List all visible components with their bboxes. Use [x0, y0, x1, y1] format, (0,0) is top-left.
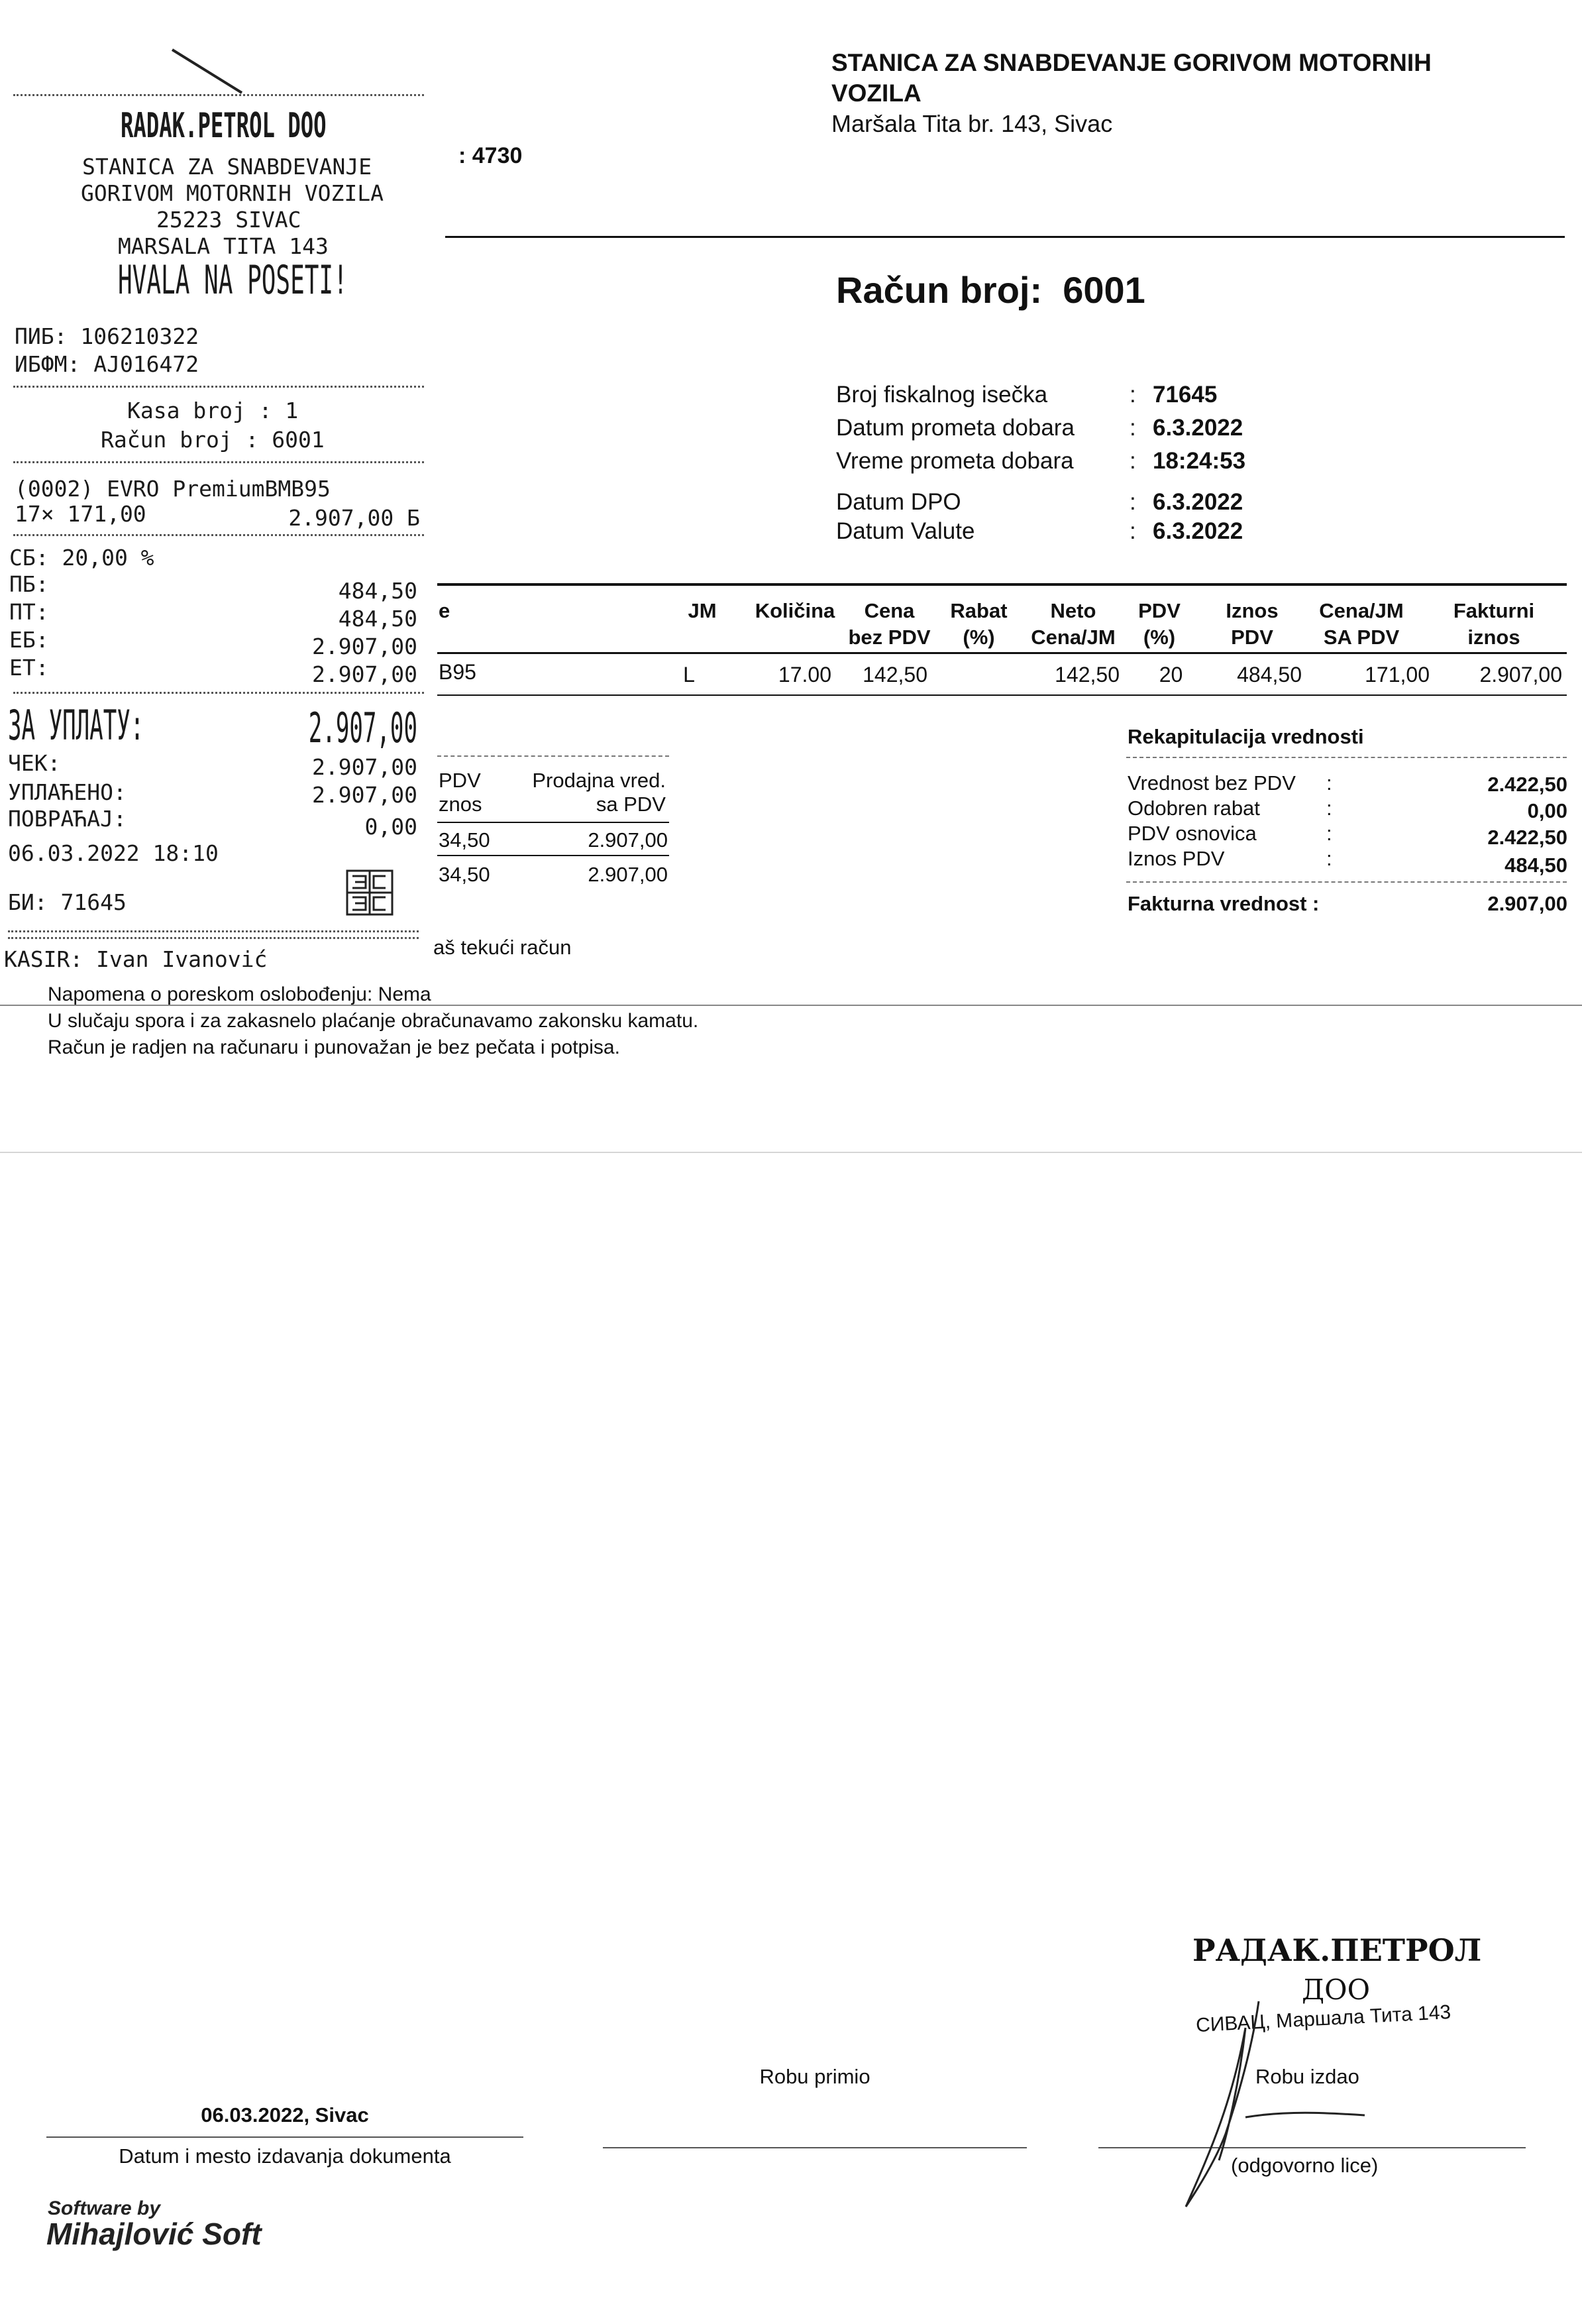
tear-mark: [169, 46, 262, 99]
col-header-cenajm-line1: Cena/JM: [1319, 599, 1404, 622]
stamp-address: СИВАЦ, Маршала Тита 143: [1195, 2001, 1451, 2037]
receipt-datetime: 06.03.2022 18:10: [8, 840, 219, 866]
tax-row2-value: 2.907,00: [588, 863, 668, 886]
col-header-partial: e: [439, 599, 450, 622]
note-tax-exemption: Napomena o poreskom oslobođenju: Nema: [48, 983, 431, 1005]
stamp-company: РАДАК.ПЕТРОЛ: [1192, 1932, 1482, 1968]
company-address: Maršala Tita br. 143, Sivac: [831, 110, 1113, 137]
meta-colon: :: [1130, 415, 1136, 441]
recap-value-bez-pdv: 2.422,50: [1487, 773, 1567, 796]
software-brand: Mihajlović Soft: [46, 2217, 262, 2251]
recap-colon: :: [1326, 771, 1332, 795]
col-header-iznos-line1: Iznos: [1226, 599, 1279, 622]
note-validity: Račun je radjen na računaru i punovažan je bez pečata i potpisa.: [48, 1036, 620, 1058]
receipt-divider: [8, 937, 419, 939]
receipt-sb: СБ: 20,00 %: [9, 545, 154, 571]
receipt-ibfm: ИБФМ: AJ016472: [15, 351, 199, 377]
recap-total-label: Fakturna vrednost :: [1128, 892, 1320, 915]
company-name: [831, 48, 1432, 109]
tax-row1-pdv: 34,50: [439, 828, 490, 852]
meta-value-valute: 6.3.2022: [1153, 518, 1243, 544]
col-header-cena-line2: bez PDV: [848, 626, 931, 649]
tax-row-rule: [437, 855, 669, 856]
col-header-cenajm-line2: SA PDV: [1323, 626, 1400, 649]
receipt-divider: [8, 930, 419, 932]
col-header-cenajm: [1308, 598, 1414, 651]
receipt-pib: ПИБ: 106210322: [15, 323, 199, 349]
cell-fakturni: 2.907,00: [1479, 663, 1562, 687]
col-header-jm: JM: [688, 599, 717, 622]
cell-pdv: 20: [1159, 663, 1183, 687]
col-header-pdv-line2: (%): [1143, 626, 1176, 649]
receipt-eb-value: 2.907,00: [312, 634, 417, 659]
partial-number: : 4730: [458, 143, 523, 168]
cell-iznos: 484,50: [1237, 663, 1302, 687]
tax-header-pdv: [439, 769, 482, 816]
tax-row1-value: 2.907,00: [588, 828, 668, 852]
receipt-pt-label: ПТ:: [9, 599, 49, 625]
receipt-check-label: ЧЕК:: [8, 750, 61, 776]
receipt-line2: GORIVOM MOTORNIH VOZILA: [81, 180, 384, 206]
receipt-divider: [13, 692, 424, 694]
col-header-neto-line2: Cena/JM: [1031, 626, 1116, 649]
sig-line-date: [46, 2136, 523, 2138]
scan-fold-line: [0, 1152, 1582, 1153]
recap-total-value: 2.907,00: [1487, 892, 1567, 915]
col-header-pdv: [1126, 598, 1192, 651]
receipt-divider: [13, 386, 424, 388]
col-header-fakturni-line2: iznos: [1467, 626, 1520, 649]
issued-label: Robu izdao: [1255, 2065, 1359, 2088]
issue-date-label: Datum i mesto izdavanja dokumenta: [119, 2144, 451, 2168]
meta-colon: :: [1130, 489, 1136, 515]
recap-label-rabat: Odobren rabat: [1128, 797, 1260, 820]
invoice-number: 6001: [1063, 269, 1145, 311]
table-header-rule: [437, 652, 1567, 654]
meta-label-fiscal: Broj fiskalnog isečka: [836, 382, 1048, 408]
receipt-postal: 25223 SIVAC: [156, 207, 301, 233]
invoice-title: [836, 268, 1145, 311]
company-name-line2: VOZILA: [831, 80, 922, 107]
meta-value-time: 18:24:53: [1153, 448, 1246, 474]
meta-label-time: Vreme prometa dobara: [836, 448, 1074, 474]
recap-colon: :: [1326, 822, 1332, 845]
receipt-change-value: 0,00: [364, 814, 417, 840]
col-header-neto-line1: Neto: [1050, 599, 1096, 622]
tax-header-pdv-line1: PDV: [439, 769, 481, 792]
cell-partial: B95: [439, 660, 476, 684]
receipt-item-total: 2.907,00 Б: [288, 505, 420, 531]
receipt-pb-value: 484,50: [338, 578, 417, 604]
receipt-bi: БИ: 71645: [8, 889, 127, 915]
meta-label-date: Datum prometa dobara: [836, 415, 1075, 441]
handwritten-signature: [1173, 1988, 1464, 2227]
col-header-rabat: [937, 598, 1020, 651]
receipt-street: MARSALA TITA 143: [118, 233, 329, 259]
header-rule: [445, 236, 1565, 238]
cell-neto: 142,50: [1055, 663, 1120, 687]
receipt-line1: STANICA ZA SNABDEVANJE: [82, 154, 372, 180]
recap-title: Rekapitulacija vrednosti: [1128, 725, 1364, 748]
tax-header-prodajna-line2: sa PDV: [596, 793, 666, 816]
tax-header-rule: [437, 822, 669, 823]
meta-colon: :: [1130, 448, 1136, 474]
receipt-change-label: ПОВРАЋАЈ:: [8, 806, 127, 832]
responsible-label: (odgovorno lice): [1231, 2154, 1379, 2177]
receipt-et-label: ЕТ:: [9, 655, 49, 681]
cell-kolicina: 17.00: [778, 663, 831, 687]
recap-value-iznos-pdv: 484,50: [1504, 854, 1567, 877]
meta-value-dpo: 6.3.2022: [1153, 489, 1243, 515]
tax-header-pdv-line2: znos: [439, 793, 482, 816]
table-top-rule: [437, 583, 1567, 586]
invoice-title-label: Račun broj:: [836, 269, 1043, 311]
cell-cenajm: 171,00: [1365, 663, 1430, 687]
cell-cena: 142,50: [863, 663, 927, 687]
receipt-company: RADAK.PETROL DOO: [121, 106, 327, 146]
col-header-fakturni: [1438, 598, 1550, 651]
col-header-fakturni-line1: Fakturni: [1453, 599, 1535, 622]
issue-date-place: 06.03.2022, Sivac: [201, 2103, 369, 2127]
col-header-rabat-line1: Rabat: [950, 599, 1008, 622]
receipt-pb-label: ПБ:: [9, 571, 49, 597]
col-header-iznos-line2: PDV: [1231, 626, 1273, 649]
meta-value-date: 6.3.2022: [1153, 415, 1243, 441]
receipt-divider: [13, 534, 424, 536]
receipt-pt-value: 484,50: [338, 606, 417, 632]
note-dispute: U slučaju spora i za zakasnelo plaćanje obračunavamo zakonsku kamatu.: [48, 1010, 699, 1032]
receipt-et-value: 2.907,00: [312, 661, 417, 687]
recap-value-rabat: 0,00: [1527, 799, 1567, 822]
recap-value-osnovica: 2.422,50: [1487, 826, 1567, 849]
receipt-pay-value: 2.907,00: [308, 704, 417, 752]
meta-value-fiscal: 71645: [1153, 382, 1218, 408]
received-label: Robu primio: [759, 2065, 870, 2088]
receipt-paid-value: 2.907,00: [312, 782, 417, 808]
col-header-neto: [1024, 598, 1123, 651]
tax-table-top-rule: [437, 755, 669, 757]
sig-line-received: [603, 2147, 1027, 2148]
receipt-pay-label: ЗА УПЛАТУ:: [8, 701, 144, 749]
col-header-iznos: [1209, 598, 1295, 651]
recap-colon: :: [1326, 847, 1332, 870]
recap-label-iznos-pdv: Iznos PDV: [1128, 847, 1225, 870]
col-header-cena: [848, 598, 931, 651]
receipt-thanks: HVALA NA POSETI!: [118, 257, 348, 304]
col-header-kolicina: Količina: [755, 599, 835, 622]
receipt-kasa: Kasa broj : 1: [127, 398, 299, 423]
account-text: aš tekući račun: [433, 936, 572, 959]
meta-label-valute: Datum Valute: [836, 518, 975, 544]
receipt-paid-label: УПЛАЋЕНО:: [8, 779, 127, 805]
col-header-pdv-line1: PDV: [1138, 599, 1181, 622]
company-name-line1: STANICA ZA SNABDEVANJE GORIVOM MOTORNIH: [831, 49, 1432, 76]
meta-colon: :: [1130, 518, 1136, 544]
receipt-cashier: KASIR: Ivan Ivanović: [4, 946, 268, 972]
software-by: Software by: [48, 2197, 161, 2219]
receipt-item-qty: 17× 171,00: [15, 501, 146, 527]
meta-label-dpo: Datum DPO: [836, 489, 961, 515]
recap-label-osnovica: PDV osnovica: [1128, 822, 1257, 845]
receipt-racun: Račun broj : 6001: [101, 427, 325, 453]
receipt-eb-label: ЕБ:: [9, 627, 49, 653]
cell-jm: L: [683, 663, 695, 687]
receipt-check-value: 2.907,00: [312, 754, 417, 780]
recap-colon: :: [1326, 797, 1332, 820]
recap-label-osnovica-bez-pdv: Vrednost bez PDV: [1128, 771, 1296, 795]
fiscal-logo-icon: [346, 869, 394, 916]
meta-colon: :: [1130, 382, 1136, 408]
receipt-item-name: (0002) EVRO PremiumBMB95: [15, 476, 331, 502]
col-header-rabat-line2: (%): [963, 626, 995, 649]
table-bottom-rule: [437, 694, 1567, 696]
recap-top-rule: [1126, 757, 1567, 758]
tax-header-prodajna: [517, 769, 666, 816]
recap-bottom-rule: [1126, 881, 1567, 883]
tax-row2-pdv: 34,50: [439, 863, 490, 886]
receipt-divider: [13, 461, 424, 463]
stamp-doo: ДОО: [1302, 1973, 1371, 2006]
tax-header-prodajna-line1: Prodajna vred.: [532, 769, 666, 792]
col-header-cena-line1: Cena: [864, 599, 915, 622]
